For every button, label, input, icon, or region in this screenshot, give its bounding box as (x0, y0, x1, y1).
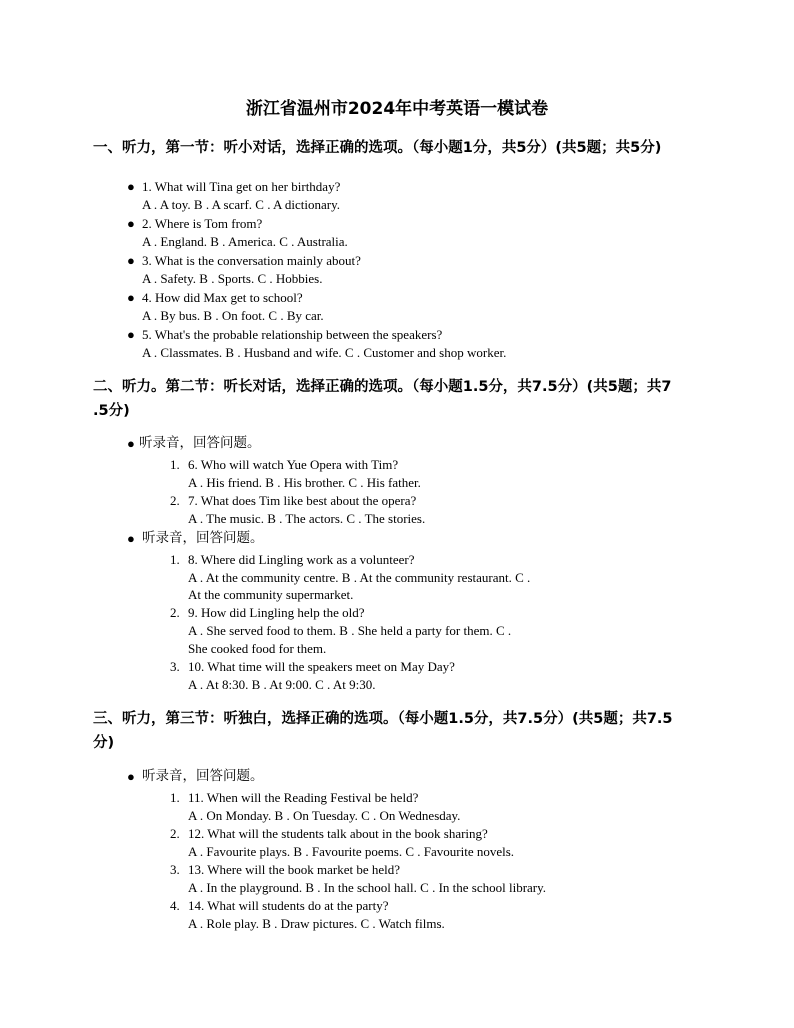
answer-10: A . At 8:30. B . At 9:00. C . At 9:30. (188, 677, 376, 692)
bullet-icon: ● (127, 216, 135, 231)
answer-5: A . Classmates. B . Husband and wife. C . Customer and shop worker. (142, 345, 507, 360)
answer-1: A . A toy. B . A scarf. C . A dictionary. (142, 197, 341, 212)
question-num: 1. (170, 790, 180, 805)
question-13: 13. Where will the book market be held? (188, 862, 401, 877)
answer-14: A . Role play. B . Draw pictures. C . Watch films. (188, 916, 445, 931)
exam-title: 浙江省温州市2024年中考英语一模试卷 (245, 99, 549, 119)
bullet-icon: ● (127, 179, 135, 194)
question-2: 2. Where is Tom from? (142, 216, 263, 231)
question-num: 2. (170, 826, 180, 841)
answer-13: A . In the playground. B . In the school hall. C . In the school library. (188, 880, 547, 895)
bullet-icon: ● (127, 327, 135, 342)
question-num: 1. (170, 552, 180, 567)
question-11: 11. When will the Reading Festival be held? (188, 790, 419, 805)
question-9: 9. How did Lingling help the old? (188, 605, 365, 620)
answer-9-line2: She cooked food for them. (188, 641, 327, 656)
group-label: 听录音，回答问题。 (142, 768, 264, 784)
question-7: 7. What does Tim like best about the opera? (188, 493, 417, 508)
bullet-icon: ● (127, 436, 135, 451)
bullet-icon: ● (127, 531, 135, 546)
question-num: 4. (170, 898, 180, 913)
answer-11: A . On Monday. B . On Tuesday. C . On Wednesday. (188, 808, 461, 823)
answer-8-line2: At the community supermarket. (188, 587, 354, 602)
bullet-icon: ● (127, 769, 135, 784)
question-num: 1. (170, 457, 180, 472)
answer-8-line1: A . At the community centre. B . At the community restaurant. C . (188, 570, 531, 585)
answer-9-line1: A . She served food to them. B . She held a party for them. C . (188, 623, 512, 638)
question-5: 5. What's the probable relationship between the speakers? (142, 327, 443, 342)
bullet-icon: ● (127, 290, 135, 305)
question-8: 8. Where did Lingling work as a volunteer? (188, 552, 415, 567)
group-label: 听录音，回答问题。 (139, 435, 261, 451)
answer-3: A . Safety. B . Sports. C . Hobbies. (142, 271, 323, 286)
answer-7: A . The music. B . The actors. C . The stories. (188, 511, 426, 526)
question-4: 4. How did Max get to school? (142, 290, 303, 305)
bullet-icon: ● (127, 253, 135, 268)
question-14: 14. What will students do at the party? (188, 898, 389, 913)
question-6: 6. Who will watch Yue Opera with Tim? (188, 457, 399, 472)
question-3: 3. What is the conversation mainly about? (142, 253, 361, 268)
question-1: 1. What will Tina get on her birthday? (142, 179, 341, 194)
answer-6: A . His friend. B . His brother. C . His father. (188, 475, 421, 490)
group-label: 听录音，回答问题。 (142, 530, 264, 546)
question-num: 2. (170, 493, 180, 508)
question-num: 3. (170, 659, 180, 674)
answer-4: A . By bus. B . On foot. C . By car. (142, 308, 324, 323)
section-3-heading-line1: 三、听力，第三节：听独白，选择正确的选项。（每小题1.5分，共7.5分）(共5题；共7.5 (93, 711, 673, 727)
question-num: 2. (170, 605, 180, 620)
section-1-heading-text: 一、听力，第一节：听小对话，选择正确的选项。（每小题1分，共5分）(共5题；共5分) (93, 140, 662, 156)
section-1-heading (93, 136, 703, 160)
question-12: 12. What will the students talk about in the book sharing? (188, 826, 488, 841)
answer-2: A . England. B . America. C . Australia. (142, 234, 348, 249)
section-3-heading-line2: 分) (93, 735, 115, 751)
section-3-heading (93, 707, 703, 755)
section-2-heading (93, 375, 703, 423)
answer-12: A . Favourite plays. B . Favourite poems. C . Favourite novels. (188, 844, 515, 859)
section-2-heading-line1: 二、听力。第二节：听长对话，选择正确的选项。（每小题1.5分，共7.5分）(共5题；共7 (93, 379, 672, 395)
section-2-heading-line2: .5分) (93, 403, 130, 419)
question-num: 3. (170, 862, 180, 877)
question-10: 10. What time will the speakers meet on May Day? (188, 659, 455, 674)
